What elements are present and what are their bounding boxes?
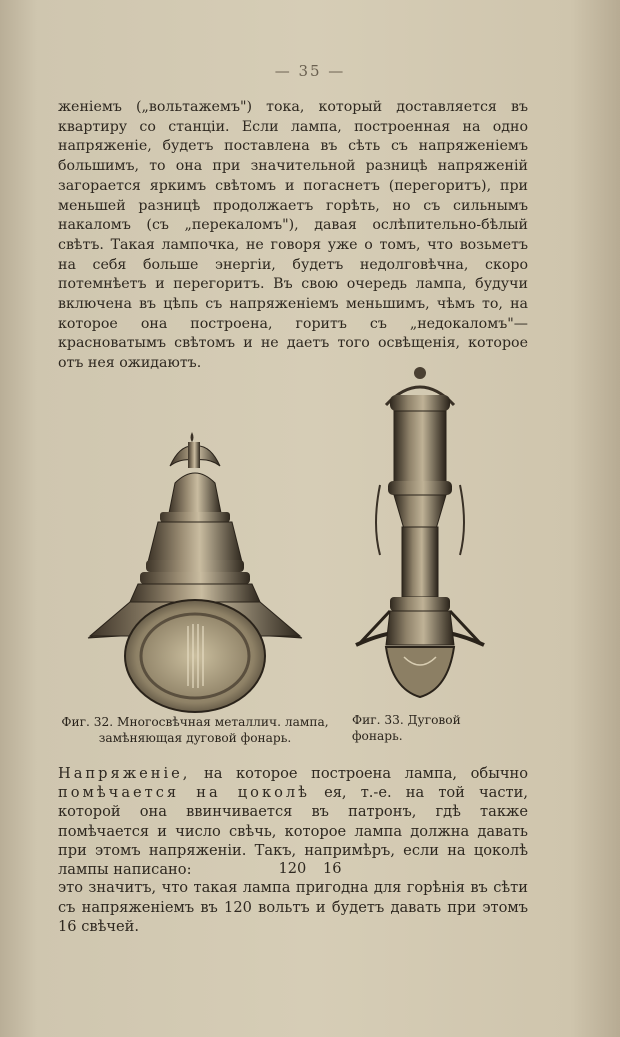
final-paragraph: это значитъ, что такая лампа пригодна для горѣнія въ сѣти съ напряженіемъ въ 120 вольтъ и будетъ давать при этомъ 16 свѣчей. <box>58 879 528 936</box>
page-number: — 35 — <box>274 62 346 80</box>
bottom-text-2: ея, т.-е. на той части, которой она ввинчивается въ патронъ, гдѣ также помѣчается и число свѣчь, которое лампа должна давать при этомъ напряженіи. Такъ, напримѣръ, если на цоколѣ лампы написано: <box>58 784 528 879</box>
lamp-marking-formula <box>0 860 620 877</box>
fig33-arc-lantern-illustration <box>350 365 490 705</box>
bottom-text-1: на которое построена лампа, обычно <box>204 765 528 782</box>
fig33-caption: Фиг. 33. Дуговой фонарь. <box>352 713 461 743</box>
fig32-caption: Фиг. 32. Многосвѣчная металлич. лампа, замѣняющая дуговой фонарь. <box>61 715 329 745</box>
term-marked-on-base: помѣчается на цоколѣ <box>58 784 310 802</box>
formula-voltage: 120 <box>278 860 307 877</box>
top-paragraph: женіемъ („вольтажемъ") тока, который доставляется въ квартиру со станціи. Если лампа, построенная на одно напряженіе, будетъ поставлена въ сѣть съ напряженіемъ большимъ, то она при значительной разницѣ напряженій загорается яркимъ свѣтомъ и погаснетъ (перегоритъ), при меньшей разницѣ продолжаетъ горѣть, но съ сильнымъ накаломъ (съ „перекаломъ"), давая ослѣпительно-бѣлый свѣтъ. Такая лампочка, не говоря уже о томъ, что возьметъ на себя больше энергіи, будетъ недолговѣчна, скоро потемнѣетъ и перегоритъ. Въ свою очередь лампа, будучи включена въ цѣпь съ напряженіемъ меньшимъ, чѣмъ то, на которое она построена, горитъ съ „недокаломъ"—красноватымъ свѣтомъ и не даетъ того освѣщенія, которое отъ нея ожидаютъ. <box>58 99 528 372</box>
term-voltage: Напряженіе, <box>58 765 191 782</box>
fig32-lamp-illustration <box>80 428 310 718</box>
formula-candles: 16 <box>322 860 342 877</box>
